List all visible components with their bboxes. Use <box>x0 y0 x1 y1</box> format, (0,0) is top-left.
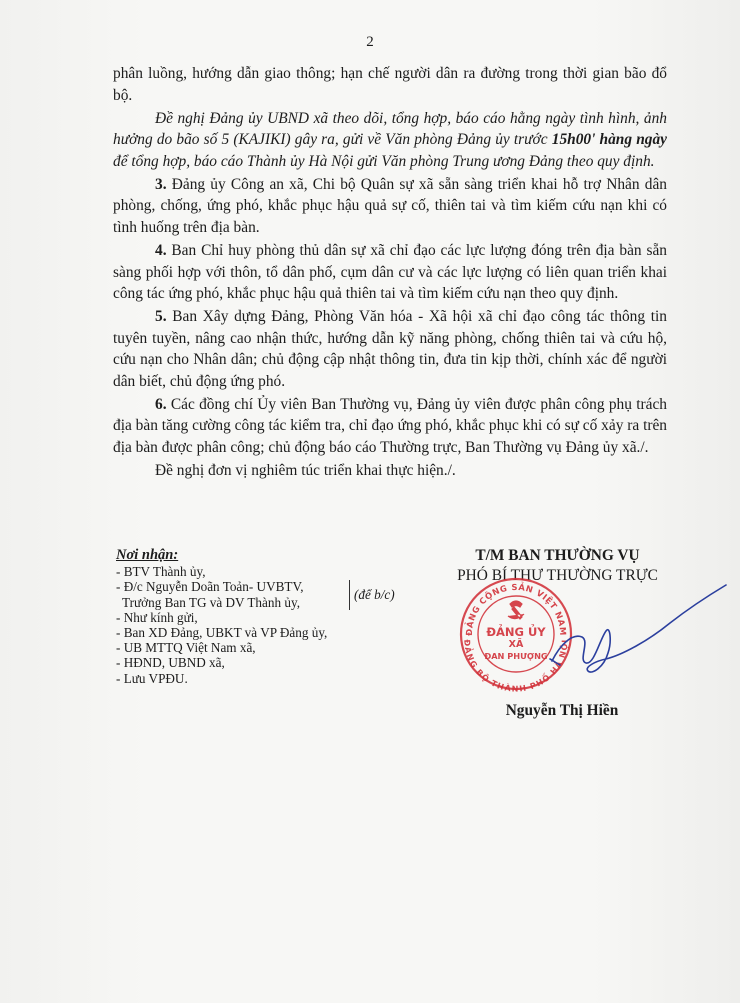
paragraph-4 <box>113 240 667 305</box>
signature-title: T/M BAN THƯỜNG VỤ <box>475 547 640 564</box>
report-request-tail: để tổng hợp, báo cáo Thành ủy Hà Nội gửi Văn phòng Trung ương Đảng theo quy định. <box>113 152 655 170</box>
paragraph-3 <box>113 174 667 239</box>
recipient-note: (để b/c) <box>354 587 395 603</box>
signature-position: PHÓ BÍ THƯ THƯỜNG TRỰC <box>457 567 658 584</box>
recipient-item: - UB MTTQ Việt Nam xã, <box>116 640 256 656</box>
page-number: 2 <box>366 34 374 50</box>
paragraph-6 <box>113 394 667 459</box>
recipient-item: - Ban XD Đảng, UBKT và VP Đảng ủy, <box>116 625 328 641</box>
handwritten-signature <box>530 575 730 695</box>
document-body <box>113 63 667 483</box>
recipient-item: - HĐND, UBND xã, <box>116 655 225 671</box>
recipient-item: - Lưu VPĐU. <box>116 670 188 686</box>
paragraph-4-text: Ban Chỉ huy phòng thủ dân sự xã chỉ đạo các lực lượng đóng trên địa bàn sẵn sàng phối hợp với thôn, tổ dân phố, cụm dân cư và các lực lượng có liên quan triển khai công tác ứng phó, khắc phục hậu quả thiên tai và tìm kiếm cứu nạn theo quy định. <box>113 241 667 303</box>
recipient-pair <box>116 579 416 609</box>
recipients-block <box>116 548 416 686</box>
recipient-item: - BTV Thành ủy, <box>116 564 206 580</box>
seal-ring-text: ĐẢNG CỘNG SẢN VIỆT NAM <box>463 581 569 637</box>
paragraph-3-number: 3. <box>155 175 167 193</box>
paragraph-report-request <box>113 108 667 173</box>
paragraph-5 <box>113 306 667 392</box>
paragraph-3-text: Đảng ủy Công an xã, Chi bộ Quân sự xã sẵn sàng triển khai hỗ trợ Nhân dân phòng, chống, ứng phó, khắc phục hậu quả sự cố, thiên tai và tìm kiếm cứu nạn khi có tình huống trên địa bàn. <box>113 175 667 236</box>
hammer-sickle-icon <box>508 601 524 619</box>
recipient-item: Trưởng Ban TG và DV Thành ủy, <box>122 594 300 610</box>
paragraph-1: phân luồng, hướng dẫn giao thông; hạn chế người dân ra đường trong thời gian bão đổ bộ. <box>113 65 667 104</box>
recipient-item: - Đ/c Nguyễn Doãn Toản- UVBTV, <box>116 579 304 595</box>
paragraph-5-text: Ban Xây dựng Đảng, Phòng Văn hóa - Xã hội xã chỉ đạo công tác thông tin tuyên tuyền, nâng cao nhận thức, hướng dẫn kỹ năng phòng, chống thiên tai và cứu hộ, cứu nạn cho Nhân dân; chủ động cập nhật thông tin, đưa tin kịp thời, chính xác để người dân biết, chủ động ứng phó. <box>113 308 667 390</box>
report-request-text: Đề nghị Đảng ủy UBND xã theo dõi, tổng hợp, báo cáo hằng ngày tình hình, ảnh hưởng do bão số 5 (KAJIKI) gây ra, gửi về Văn phòng Đảng ủy trước <box>113 109 667 149</box>
paragraph-5-number: 5. <box>155 308 167 326</box>
paragraph-6-number: 6. <box>155 395 167 413</box>
recipient-item: - Như kính gửi, <box>116 609 198 625</box>
recipients-title: Nơi nhận: <box>116 547 179 563</box>
seal-center-line2: XÃ <box>508 639 524 650</box>
paragraph-6-text: Các đồng chí Ủy viên Ban Thường vụ, Đảng ủy viên được phân công phụ trách địa bàn tăng cường công tác kiểm tra, chỉ đạo ứng phó, khắc phục khi có sự cố xảy ra trên địa bàn được phân công; chủ động báo cáo Thường trực, Ban Thường vụ Đảng ủy xã./. <box>113 395 667 457</box>
report-deadline: 15h00' hàng ngày <box>551 131 668 149</box>
bracket-divider <box>344 580 350 610</box>
paragraph-closing: Đề nghị đơn vị nghiêm túc triển khai thực hiện./. <box>155 462 456 480</box>
signer-name: Nguyễn Thị Hiền <box>505 702 619 719</box>
seal-bottom-text: ĐẢNG BỘ THÀNH PHỐ HÀ NỘI <box>462 639 570 694</box>
seal-center-line3: ĐAN PHƯỢNG <box>484 651 548 661</box>
seal-center-line1: ĐẢNG ỦY <box>486 625 546 639</box>
paragraph-4-number: 4. <box>155 241 167 259</box>
